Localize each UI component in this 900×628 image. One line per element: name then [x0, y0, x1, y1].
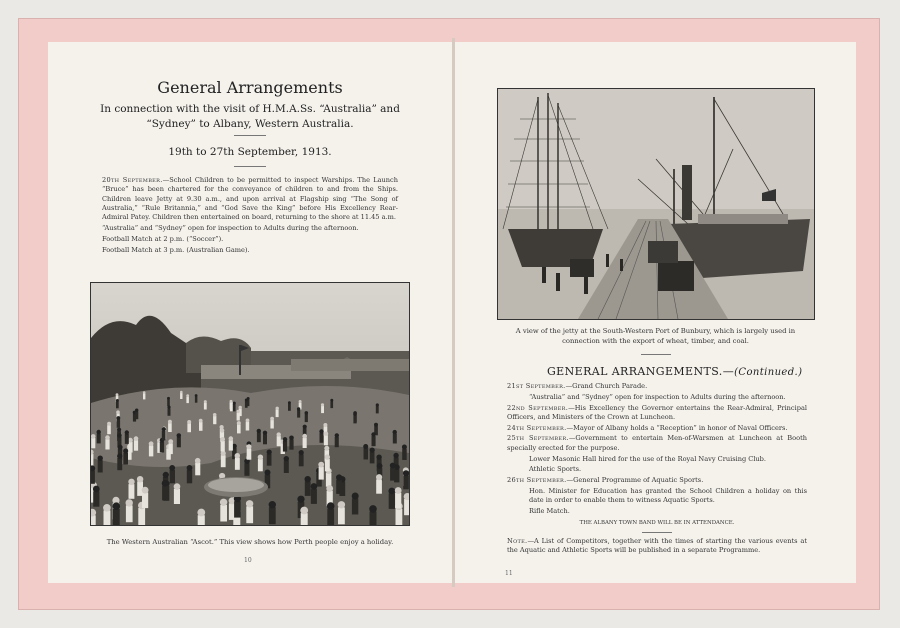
caption-line-2: connection with the export of wheat, timber, and coal.: [562, 336, 749, 345]
caption-line-1: A view of the jetty at the South-Western Port of Bunbury, which is largely used in: [515, 327, 796, 335]
entry-text: Rifle Match.: [529, 507, 570, 516]
entry-text: —His Excellency the Governor entertains the Rear-Admiral, Principal Officers, and Ministers of the Crown at Luncheon.: [507, 403, 807, 421]
entry-text: Lower Masonic Hall hired for the use of the Royal Navy Cruising Club.: [529, 454, 766, 463]
divider: [641, 354, 671, 355]
date-range: 19th to 27th September, 1913.: [168, 146, 332, 158]
entry-text: —School Children to be permitted to inspect Warships. The Launch “Bruce” has been chartered for the conveyance of children to and from the Ships. Children leave Jetty at 9.30 a.m., and upon arrival at Flagship sing “The Song of Australia,” “Rule Britannia,” and “God Save the King” before His Excellency Rear-Admiral Patey. Children then entertained on board, returning to the shore at 11.45 a.m.: [102, 176, 398, 222]
entry-date: 22nd September.: [507, 403, 569, 412]
section-heading-continued: (Continued.): [734, 367, 803, 378]
schedule-entry-20th: [102, 176, 398, 256]
band-notice: THE ALBANY TOWN BAND WILL BE IN ATTENDANCE.: [579, 520, 735, 527]
entry-text: —Government to entertain Men-of-Warsmen at Luncheon at Booth specially erected for the purpose.: [507, 434, 807, 452]
entry-text: “Australia” and “Sydney” open for inspection to Adults during the afternoon.: [529, 392, 786, 401]
schedule-entry: [507, 382, 807, 391]
entry-date: 24th September.: [507, 423, 567, 432]
schedule-entry: [507, 434, 807, 453]
schedule-entry: [507, 424, 807, 433]
right-page: [455, 42, 856, 583]
schedule-entry: [507, 393, 807, 402]
entry-line: Football Match at 3 p.m. (Australian Game).: [102, 245, 250, 254]
schedule-entry: [507, 476, 807, 485]
schedule-entry: [507, 404, 807, 423]
schedule-entries: [507, 382, 807, 579]
entry-text: Hon. Minister for Education has granted the School Children a holiday on this date in order to enable them to witness Aquatic Sports.: [529, 486, 807, 505]
page-title: General Arrangements: [157, 78, 343, 97]
footnote-text: —A List of Competitors, together with the times of starting the various events at the Aquatic and Athletic Sports will be published in a separate Programme.: [507, 536, 807, 554]
entry-date: 25th September.: [507, 434, 569, 443]
entry-date: 20th September.: [102, 176, 163, 184]
entry-date: 21st September.: [507, 382, 566, 390]
entry-text: —Grand Church Parade.: [565, 382, 648, 390]
footnote: [507, 537, 807, 556]
left-page: [48, 42, 452, 583]
subtitle: [48, 102, 452, 132]
schedule-entry: [507, 465, 807, 474]
photo-caption: [475, 327, 836, 346]
divider: [234, 135, 266, 136]
section-heading: [547, 365, 802, 378]
entry-line: Football Match at 2 p.m. (“Soccer”).: [102, 234, 224, 243]
bunbury-jetty-photo: [497, 88, 815, 320]
section-heading-text: GENERAL ARRANGEMENTS.—: [547, 365, 735, 378]
footnote-label: Note.: [507, 536, 528, 545]
divider: [642, 532, 672, 533]
subtitle-line-2: “Sydney” to Albany, Western Australia.: [146, 118, 354, 130]
entry-text: —Mayor of Albany holds a “Reception” in honor of Naval Officers.: [566, 423, 788, 432]
entry-text: Athletic Sports.: [529, 465, 582, 474]
entry-line: “Australia” and “Sydney” open for inspection to Adults during the afternoon.: [102, 223, 359, 232]
schedule-entry: [507, 487, 807, 506]
divider: [234, 166, 266, 167]
entry-text: —General Programme of Aquatic Sports.: [566, 476, 704, 485]
page-number: 11: [505, 570, 513, 578]
page-number: 10: [244, 557, 252, 564]
photo-caption: The Western Australian “Ascot.” This view shows how Perth people enjoy a holiday.: [106, 538, 394, 546]
ascot-crowd-photo: [90, 282, 410, 526]
schedule-entry: [507, 507, 807, 516]
schedule-entry: [507, 455, 807, 464]
subtitle-line-1: In connection with the visit of H.M.A.Ss. “Australia” and: [100, 103, 400, 115]
entry-date: 26th September.: [507, 476, 567, 485]
